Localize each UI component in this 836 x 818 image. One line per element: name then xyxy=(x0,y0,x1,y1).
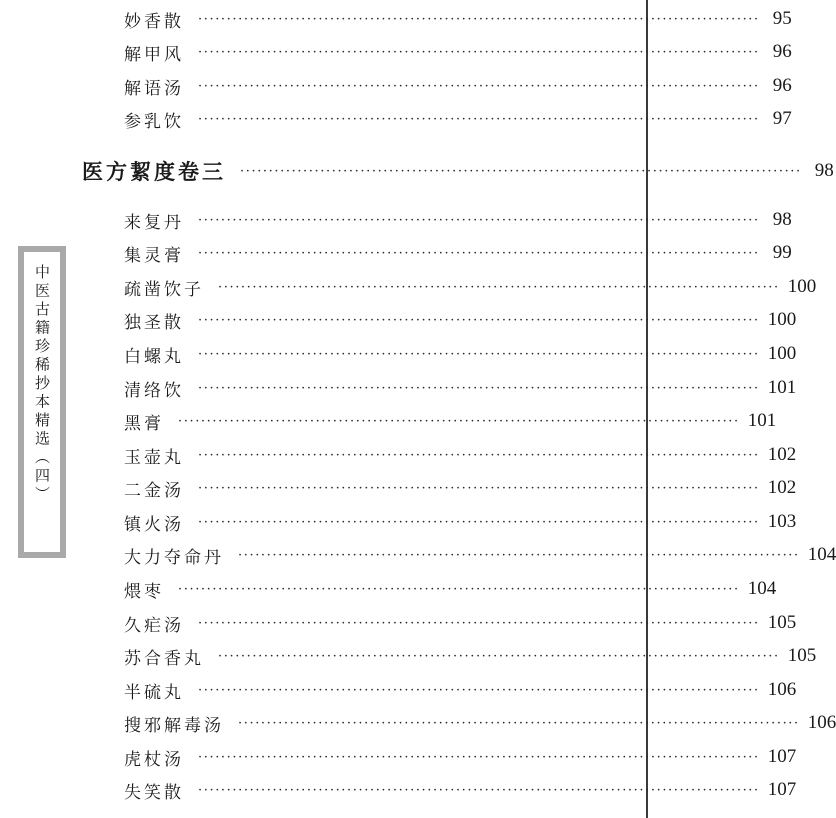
toc-entry-page: 96 xyxy=(772,41,792,62)
toc-leader-dots: ·································································································· xyxy=(218,648,780,664)
toc-leader-dots: ·································································································· xyxy=(198,782,760,798)
toc-entry-title: 镇火汤 xyxy=(124,514,184,535)
toc-entry[interactable] xyxy=(124,274,817,300)
toc-entry-page: 101 xyxy=(767,377,797,398)
toc-entry-title: 半硫丸 xyxy=(124,682,184,703)
toc-entry[interactable] xyxy=(124,710,836,736)
toc-entry-title: 参乳饮 xyxy=(124,111,184,132)
toc-entry-title: 疏凿饮子 xyxy=(124,279,204,300)
toc-entry-page: 100 xyxy=(787,276,817,297)
toc-leader-dots: ·································································································· xyxy=(198,245,760,261)
toc-entry-title: 煨枣 xyxy=(124,581,164,602)
toc-entry-page: 99 xyxy=(772,242,792,263)
toc-leader-dots: ·································································································· xyxy=(178,581,740,597)
toc-leader-dots: ·································································································· xyxy=(198,447,760,463)
toc-entry-page: 95 xyxy=(772,8,792,29)
toc-entry-title: 玉壶丸 xyxy=(124,447,184,468)
toc-entry-title: 失笑散 xyxy=(124,782,184,803)
toc-entry[interactable] xyxy=(124,408,777,434)
toc-leader-dots: ·································································································· xyxy=(198,480,760,496)
toc-entry-page: 102 xyxy=(767,444,797,465)
toc-entry-title: 妙香散 xyxy=(124,11,184,32)
toc-entry-title: 解甲风 xyxy=(124,44,184,65)
toc-leader-dots: ·································································································· xyxy=(198,312,760,328)
series-title: 中医古籍珍稀抄本精选（四） xyxy=(33,264,51,505)
toc-entry[interactable] xyxy=(124,777,797,803)
toc-entry[interactable] xyxy=(124,39,792,65)
toc-leader-dots: ·································································································· xyxy=(240,163,802,179)
toc-entry-title: 久疟汤 xyxy=(124,615,184,636)
toc-leader-dots: ·································································································· xyxy=(198,615,760,631)
toc-entry[interactable] xyxy=(124,341,797,367)
toc-entry-page: 104 xyxy=(807,544,836,565)
toc-entry-page: 96 xyxy=(772,75,792,96)
toc-entry[interactable] xyxy=(124,610,797,636)
toc-leader-dots: ·································································································· xyxy=(198,212,760,228)
toc-entry[interactable] xyxy=(124,240,792,266)
toc-entry-title: 黑膏 xyxy=(124,413,164,434)
toc-leader-dots: ·································································································· xyxy=(198,514,760,530)
toc-entry-page: 103 xyxy=(767,511,797,532)
toc-leader-dots: ·································································································· xyxy=(198,380,760,396)
toc-entry-title: 解语汤 xyxy=(124,78,184,99)
toc-entry-page: 105 xyxy=(787,645,817,666)
toc-leader-dots: ·································································································· xyxy=(198,78,760,94)
toc-entry-page: 107 xyxy=(767,746,797,767)
toc-entry-title: 大力夺命丹 xyxy=(124,547,224,568)
toc-entry[interactable] xyxy=(124,307,797,333)
toc-entry-page: 105 xyxy=(767,612,797,633)
toc-section-heading[interactable] xyxy=(82,158,834,184)
toc-entry[interactable] xyxy=(124,677,797,703)
toc-section-title: 医方絜度卷三 xyxy=(82,160,226,184)
toc-entry-page: 106 xyxy=(807,712,836,733)
toc-section-page: 98 xyxy=(814,160,834,181)
toc-entry-page: 102 xyxy=(767,477,797,498)
toc-leader-dots: ·································································································· xyxy=(218,279,780,295)
series-title-box xyxy=(18,246,66,558)
toc-leader-dots: ·································································································· xyxy=(198,682,760,698)
toc-entry[interactable] xyxy=(124,207,792,233)
toc-entry[interactable] xyxy=(124,744,797,770)
toc-leader-dots: ·································································································· xyxy=(198,11,760,27)
toc-leader-dots: ·································································································· xyxy=(178,413,740,429)
toc-entry-page: 98 xyxy=(772,209,792,230)
toc-leader-dots: ·································································································· xyxy=(198,749,760,765)
toc-entry[interactable] xyxy=(124,73,792,99)
toc-entry[interactable] xyxy=(124,375,797,401)
toc-entry[interactable] xyxy=(124,542,836,568)
toc-entry-title: 来复丹 xyxy=(124,212,184,233)
toc-entry[interactable] xyxy=(124,442,797,468)
toc-leader-dots: ·································································································· xyxy=(238,715,800,731)
toc-entry-title: 虎杖汤 xyxy=(124,749,184,770)
toc-entry-title: 二金汤 xyxy=(124,480,184,501)
toc-entry-page: 107 xyxy=(767,779,797,800)
toc-entry[interactable] xyxy=(124,509,797,535)
toc-entry[interactable] xyxy=(124,475,797,501)
toc-entry-title: 独圣散 xyxy=(124,312,184,333)
toc-entry-page: 104 xyxy=(747,578,777,599)
toc-leader-dots: ·································································································· xyxy=(198,111,760,127)
toc-entry-page: 101 xyxy=(747,410,777,431)
toc-leader-dots: ·································································································· xyxy=(198,44,760,60)
toc-entry-page: 100 xyxy=(767,343,797,364)
toc-entry-page: 97 xyxy=(772,108,792,129)
toc-entry-title: 白螺丸 xyxy=(124,346,184,367)
toc-entry[interactable] xyxy=(124,6,792,32)
toc-leader-dots: ·································································································· xyxy=(198,346,760,362)
toc-entry-page: 100 xyxy=(767,309,797,330)
toc-entry[interactable] xyxy=(124,106,792,132)
toc-entry-title: 搜邪解毒汤 xyxy=(124,715,224,736)
toc-entry[interactable] xyxy=(124,643,817,669)
toc-entry-page: 106 xyxy=(767,679,797,700)
toc-leader-dots: ·································································································· xyxy=(238,547,800,563)
toc-entry-title: 清络饮 xyxy=(124,380,184,401)
toc-entry[interactable] xyxy=(124,576,777,602)
toc-entry-title: 苏合香丸 xyxy=(124,648,204,669)
toc-entry-title: 集灵膏 xyxy=(124,245,184,266)
